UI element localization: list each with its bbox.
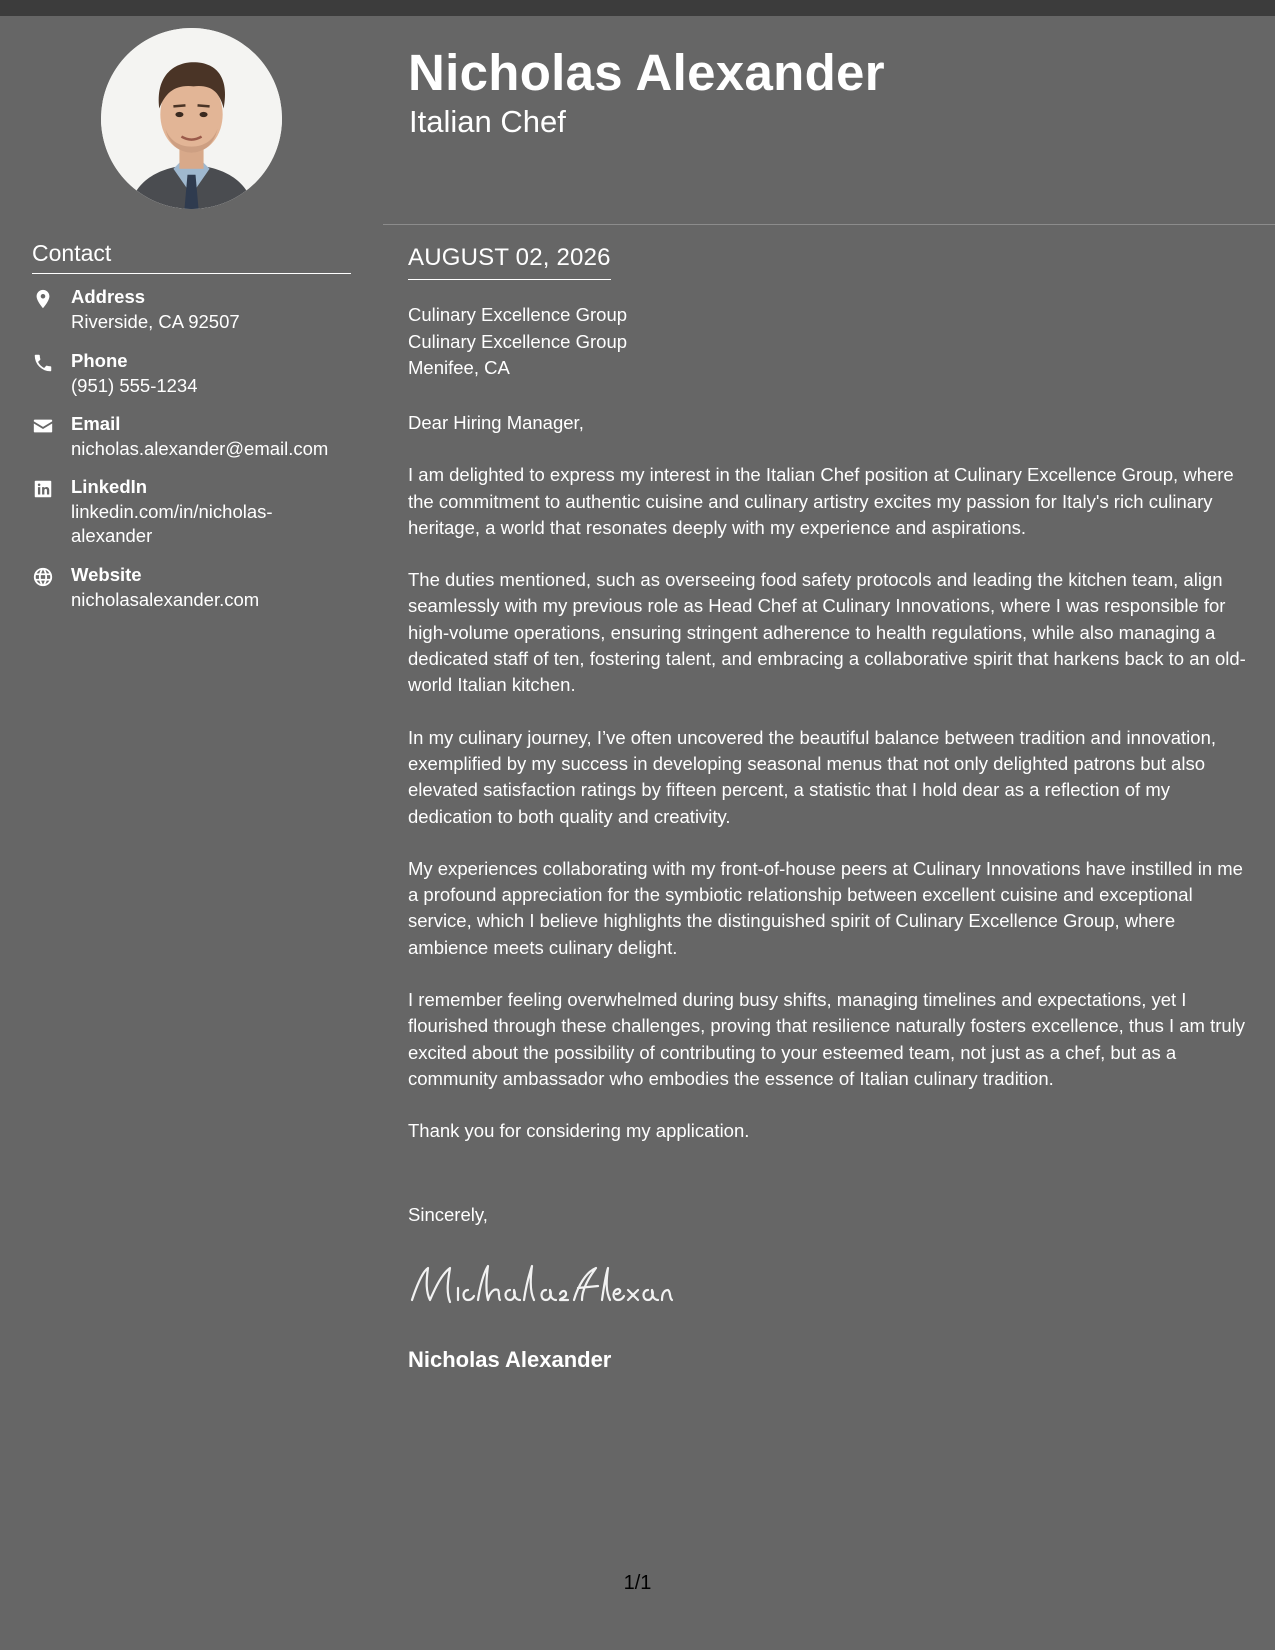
phone-icon [32,352,56,376]
portrait-photo [101,28,282,209]
letter-body [408,410,1248,1171]
avatar [101,28,282,209]
top-bar [0,0,1275,16]
letter-paragraph: I am delighted to express my interest in the Italian Chef position at Culinary Excellence Group, where the commitment to authentic cuisine and culinary artistry excites my passion for Italy's rich culinary heritage, a world that resonates deeply with my experience and aspirations. [408,464,1234,538]
phone-value: (951) 555-1234 [71,375,198,396]
phone-label: Phone [71,350,128,371]
letter-paragraph: I remember feeling overwhelmed during busy shifts, managing timelines and expectations, yet I flourished through these challenges, proving that resilience naturally fosters excellence, thus I am truly excited about the possibility of contributing to your esteemed team, not just as a chef, but as a community ambassador who embodies the essence of Italian culinary tradition. [408,989,1246,1089]
letter-date: AUGUST 02, 2026 [408,244,611,280]
letter-paragraph: Thank you for considering my application. [408,1120,750,1142]
contact-heading: Contact [32,240,351,274]
website-value: nicholasalexander.com [71,589,260,610]
map-pin-icon [32,288,56,312]
recipient-block [408,302,627,382]
page-number: 1/1 [623,1572,652,1594]
job-title: Italian Chef [409,104,566,139]
letter-paragraph: The duties mentioned, such as overseeing food safety protocols and leading the kitchen team, align seamlessly with my previous role as Head Chef at Culinary Innovations, where I was responsible for high-volume operations, ensuring stringent adherence to health regulations, while also managing a dedicated staff of ten, fostering talent, and embracing a collaborative spirit that harkens back to an old-world Italian kitchen. [408,569,1246,696]
envelope-icon [32,415,56,439]
address-label: Address [71,286,146,307]
handwritten-signature [406,1260,676,1310]
candidate-name: Nicholas Alexander [408,44,885,101]
linkedin-label: LinkedIn [71,476,148,497]
recipient-line: Culinary Excellence Group [408,304,628,325]
linkedin-value: linkedin.com/in/nicholas-alexander [71,501,273,546]
recipient-line: Menifee, CA [408,357,510,378]
recipient-line: Culinary Excellence Group [408,330,628,352]
salutation: Dear Hiring Manager, [408,412,584,433]
globe-icon [32,566,56,590]
website-label: Website [71,564,142,585]
signature-drawing [406,1260,676,1310]
letter-paragraph: In my culinary journey, I’ve often uncovered the beautiful balance between tradition and innovation, exemplified by my success in developing seasonal menus that not only delighted patrons but also elevated satisfaction ratings by fifteen percent, a statistic that I hold dear as a reflection of my dedication to both quality and creativity. [408,726,1217,827]
signed-name: Nicholas Alexander [408,1347,612,1372]
linkedin-icon [32,478,56,502]
header-divider [383,224,1275,225]
closing: Sincerely, [408,1204,488,1225]
email-value: nicholas.alexander@email.com [71,438,329,459]
email-label: Email [71,413,121,434]
address-value: Riverside, CA 92507 [71,311,240,332]
letter-paragraph: My experiences collaborating with my front-of-house peers at Culinary Innovations have instilled in me a profound appreciation for the symbiotic relationship between excellent cuisine and exceptional service, which I believe highlights the distinguished spirit of Culinary Excellence Group, where ambience meets culinary delight. [408,857,1243,958]
